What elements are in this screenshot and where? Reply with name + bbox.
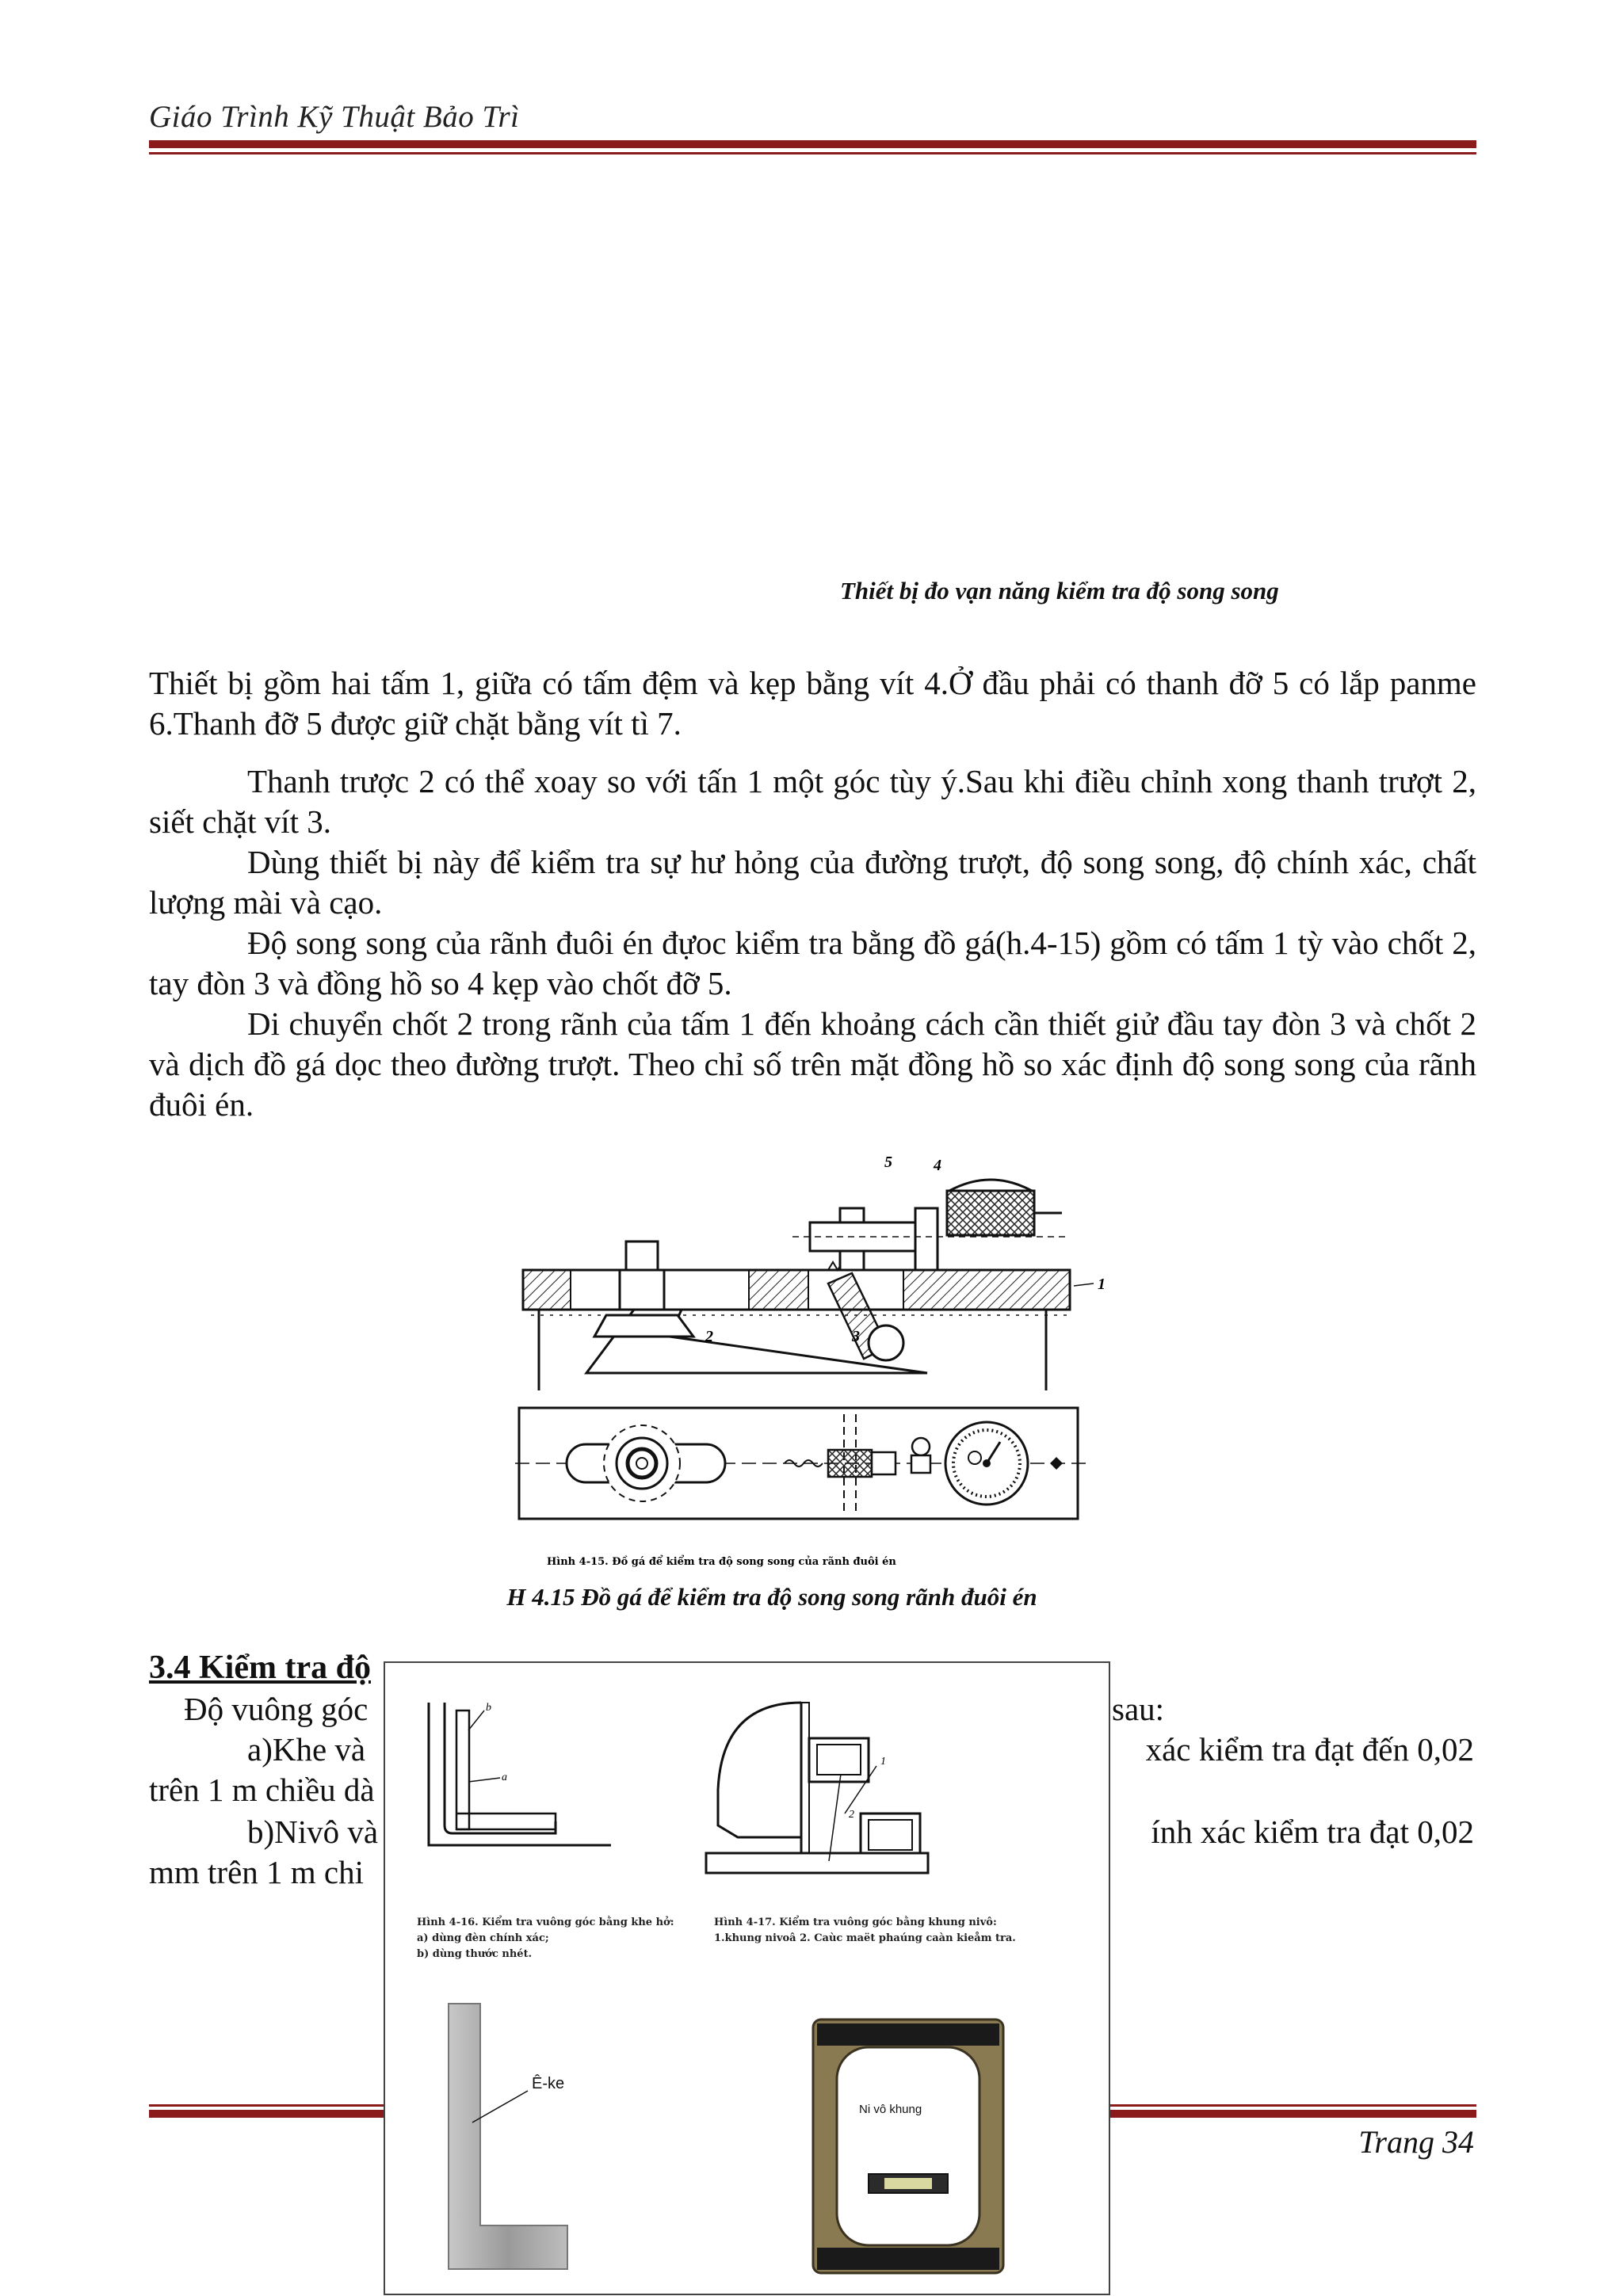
fig415-label-4: 4 bbox=[934, 1157, 941, 1174]
paragraph-4: Độ song song của rãnh đuôi én đựoc kiểm tra bằng đồ gá(h.4-15) gồm có tấm 1 tỳ vào chốt 2, tay đòn 3 và đồng hồ so 4 kẹp vào chốt đỡ 5. bbox=[149, 925, 1476, 1001]
fig415-label-2: 2 bbox=[705, 1328, 713, 1345]
section-heading: 3.4 Kiểm tra độ bbox=[149, 1650, 371, 1686]
figure-4-15-caption bbox=[0, 1583, 1623, 1611]
page-number: Trang 34 bbox=[1358, 2124, 1474, 2160]
fig415-label-1: 1 bbox=[1098, 1276, 1106, 1293]
section-line3-left: trên 1 m chiều dà bbox=[149, 1772, 375, 1808]
frame-level-photo bbox=[805, 2012, 1011, 2281]
figure-4-15-drawing bbox=[515, 1153, 1117, 1573]
section-line4-right: ính xác kiểm tra đạt 0,02 bbox=[1151, 1814, 1474, 1850]
figure-4-17-drawing bbox=[690, 1695, 1023, 1893]
overlay-image-panel bbox=[384, 1661, 1110, 2295]
fig417-caption bbox=[714, 1915, 1047, 1947]
fig416-label-a: a bbox=[502, 1772, 507, 1783]
section-line2-left: a)Khe và bbox=[247, 1731, 366, 1768]
header-rule-thick bbox=[149, 140, 1476, 148]
fig416-caption bbox=[417, 1915, 702, 1962]
figure-4-15-caption-text: H 4.15 Đồ gá để kiểm tra độ song song rãnh đuôi én bbox=[506, 1583, 1037, 1611]
paragraph-3: Dùng thiết bị này để kiểm tra sự hư hỏng của đường trượt, độ song song, độ chính xác, chất lượng mài và cạo. bbox=[149, 844, 1476, 921]
fig417-label-1: 1 bbox=[880, 1756, 886, 1768]
top-figure-caption: Thiết bị đo vạn năng kiểm tra độ song song bbox=[840, 577, 1279, 605]
header-title: Giáo Trình Kỹ Thuật Bảo Trì bbox=[149, 100, 520, 134]
figure-4-16-drawing bbox=[421, 1695, 651, 1893]
section-line4-left: b)Nivô và bbox=[247, 1814, 379, 1850]
section-line1-left: Độ vuông góc bbox=[184, 1691, 369, 1727]
header-rule-thin bbox=[149, 152, 1476, 154]
fig415-label-5: 5 bbox=[884, 1154, 892, 1171]
try-square-photo bbox=[433, 1996, 607, 2281]
fig415-label-3: 3 bbox=[852, 1328, 860, 1345]
fig415-small-caption: Hình 4-15. Đồ gá để kiểm tra độ song song của rãnh đuôi én bbox=[547, 1556, 896, 1568]
fig416-caption-line1: Hình 4-16. Kiểm tra vuông góc bằng khe hở: bbox=[417, 1917, 674, 1928]
section-line5-left: mm trên 1 m chi bbox=[149, 1854, 365, 1890]
paragraph-1: Thiết bị gồm hai tấm 1, giữa có tấm đệm và kẹp bằng vít 4.Ở đầu phải có thanh đỡ 5 có lắp panme 6.Thanh đỡ 5 được giữ chặt bằng vít tì 7. bbox=[149, 665, 1476, 742]
frame-level-label: Ni vô khung bbox=[859, 2103, 922, 2116]
paragraph-5: Di chuyển chốt 2 trong rãnh của tấm 1 đến khoảng cách cần thiết giử đầu tay đòn 3 và chốt 2 và dịch đồ gá dọc theo đường trượt. Theo chỉ số trên mặt đồng hồ so xác định độ song song của rãnh đuôi én. bbox=[149, 1005, 1476, 1123]
fig417-label-2: 2 bbox=[849, 1809, 854, 1821]
section-line2-right: xác kiểm tra đạt đến 0,02 bbox=[1145, 1731, 1474, 1768]
try-square-label: Ê-ke bbox=[532, 2075, 565, 2092]
fig416-label-b: b bbox=[486, 1702, 491, 1714]
fig417-caption-line2: 1.khung nivoâ 2. Caùc maët phaúng caàn kieåm tra. bbox=[714, 1932, 1016, 1944]
section-line1-right: sau: bbox=[1112, 1691, 1165, 1727]
paragraph-2: Thanh trược 2 có thể xoay so với tấn 1 một góc tùy ý.Sau khi điều chỉnh xong thanh trượt 2, siết chặt vít 3. bbox=[149, 763, 1476, 840]
fig416-caption-line2: a) dùng đèn chính xác; bbox=[417, 1932, 549, 1944]
fig416-caption-line3: b) dùng thước nhét. bbox=[417, 1948, 533, 1960]
fig417-caption-line1: Hình 4-17. Kiểm tra vuông góc bằng khung nivô: bbox=[714, 1917, 997, 1928]
